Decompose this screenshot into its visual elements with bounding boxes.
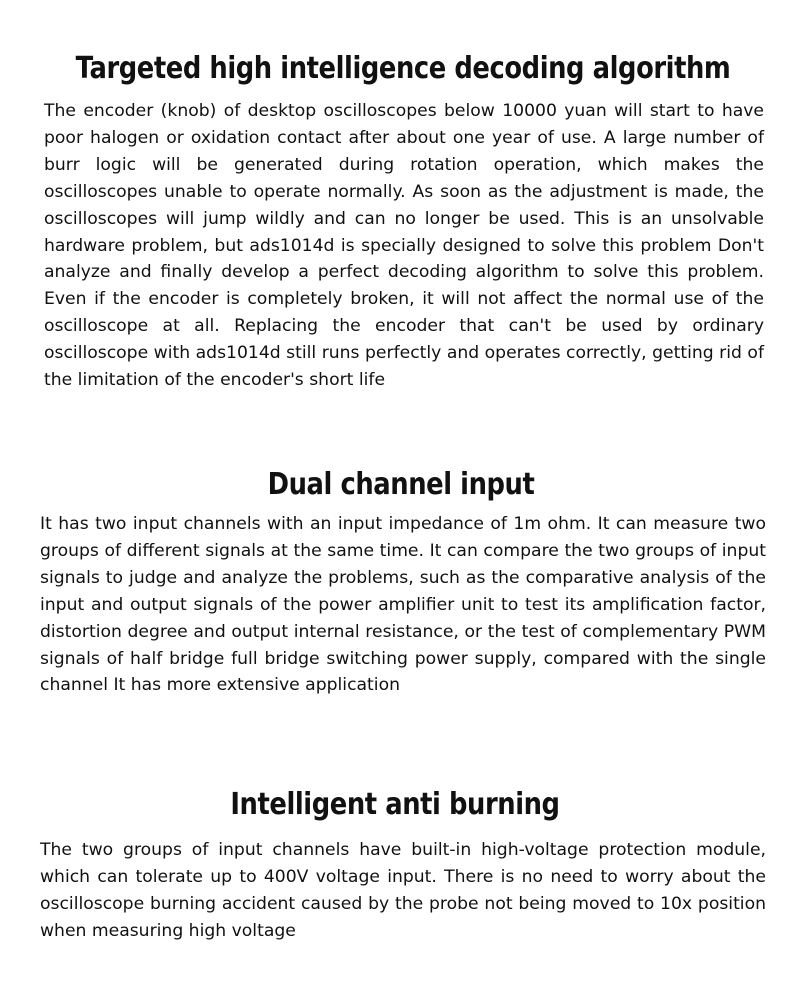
section-body-dual-channel: It has two input channels with an input impedance of 1m ohm. It can measure two groups of different signals at the same time. It can compare the two groups of input signals to judge and analyze the problems, such as the comparative analysis of the input and output signals of the power amplifier unit to test its amplification factor, distortion degree and output internal resistance, or the test of complementary PWM signals of half bridge full bridge switching power supply, compared with the single channel It has more extensive application bbox=[40, 514, 766, 696]
section-body-anti-burning: The two groups of input channels have built-in high-voltage protection module, which can tolerate up to 400V voltage input. There is no need to worry about the oscilloscope burning accident caused by the probe not being moved to 10x position when measuring high voltage bbox=[40, 840, 766, 941]
section-heading-dual-channel: Dual channel input bbox=[267, 466, 535, 502]
section-heading-anti-burning: Intelligent anti burning bbox=[230, 786, 560, 822]
section-body-decoding-algorithm: The encoder (knob) of desktop oscilloscopes below 10000 yuan will start to have poor halogen or oxidation contact after about one year of use. A large number of burr logic will be generated during rotation operation, which makes the oscilloscopes unable to operate normally. As soon as the adjustment is made, the oscilloscopes will jump wildly and can no longer be used. This is an unsolvable hardware problem, but ads1014d is specially designed to solve this problem Don't analyze and finally develop a perfect decoding algorithm to solve this problem. Even if the encoder is completely broken, it will not affect the normal use of the oscilloscope at all. Replacing the encoder that can't be used by ordinary oscilloscope with ads1014d still runs perfectly and operates correctly, getting rid of the limitation of the encoder's short life bbox=[44, 101, 764, 391]
section-heading-decoding-algorithm: Targeted high intelligence decoding algorithm bbox=[75, 51, 731, 87]
